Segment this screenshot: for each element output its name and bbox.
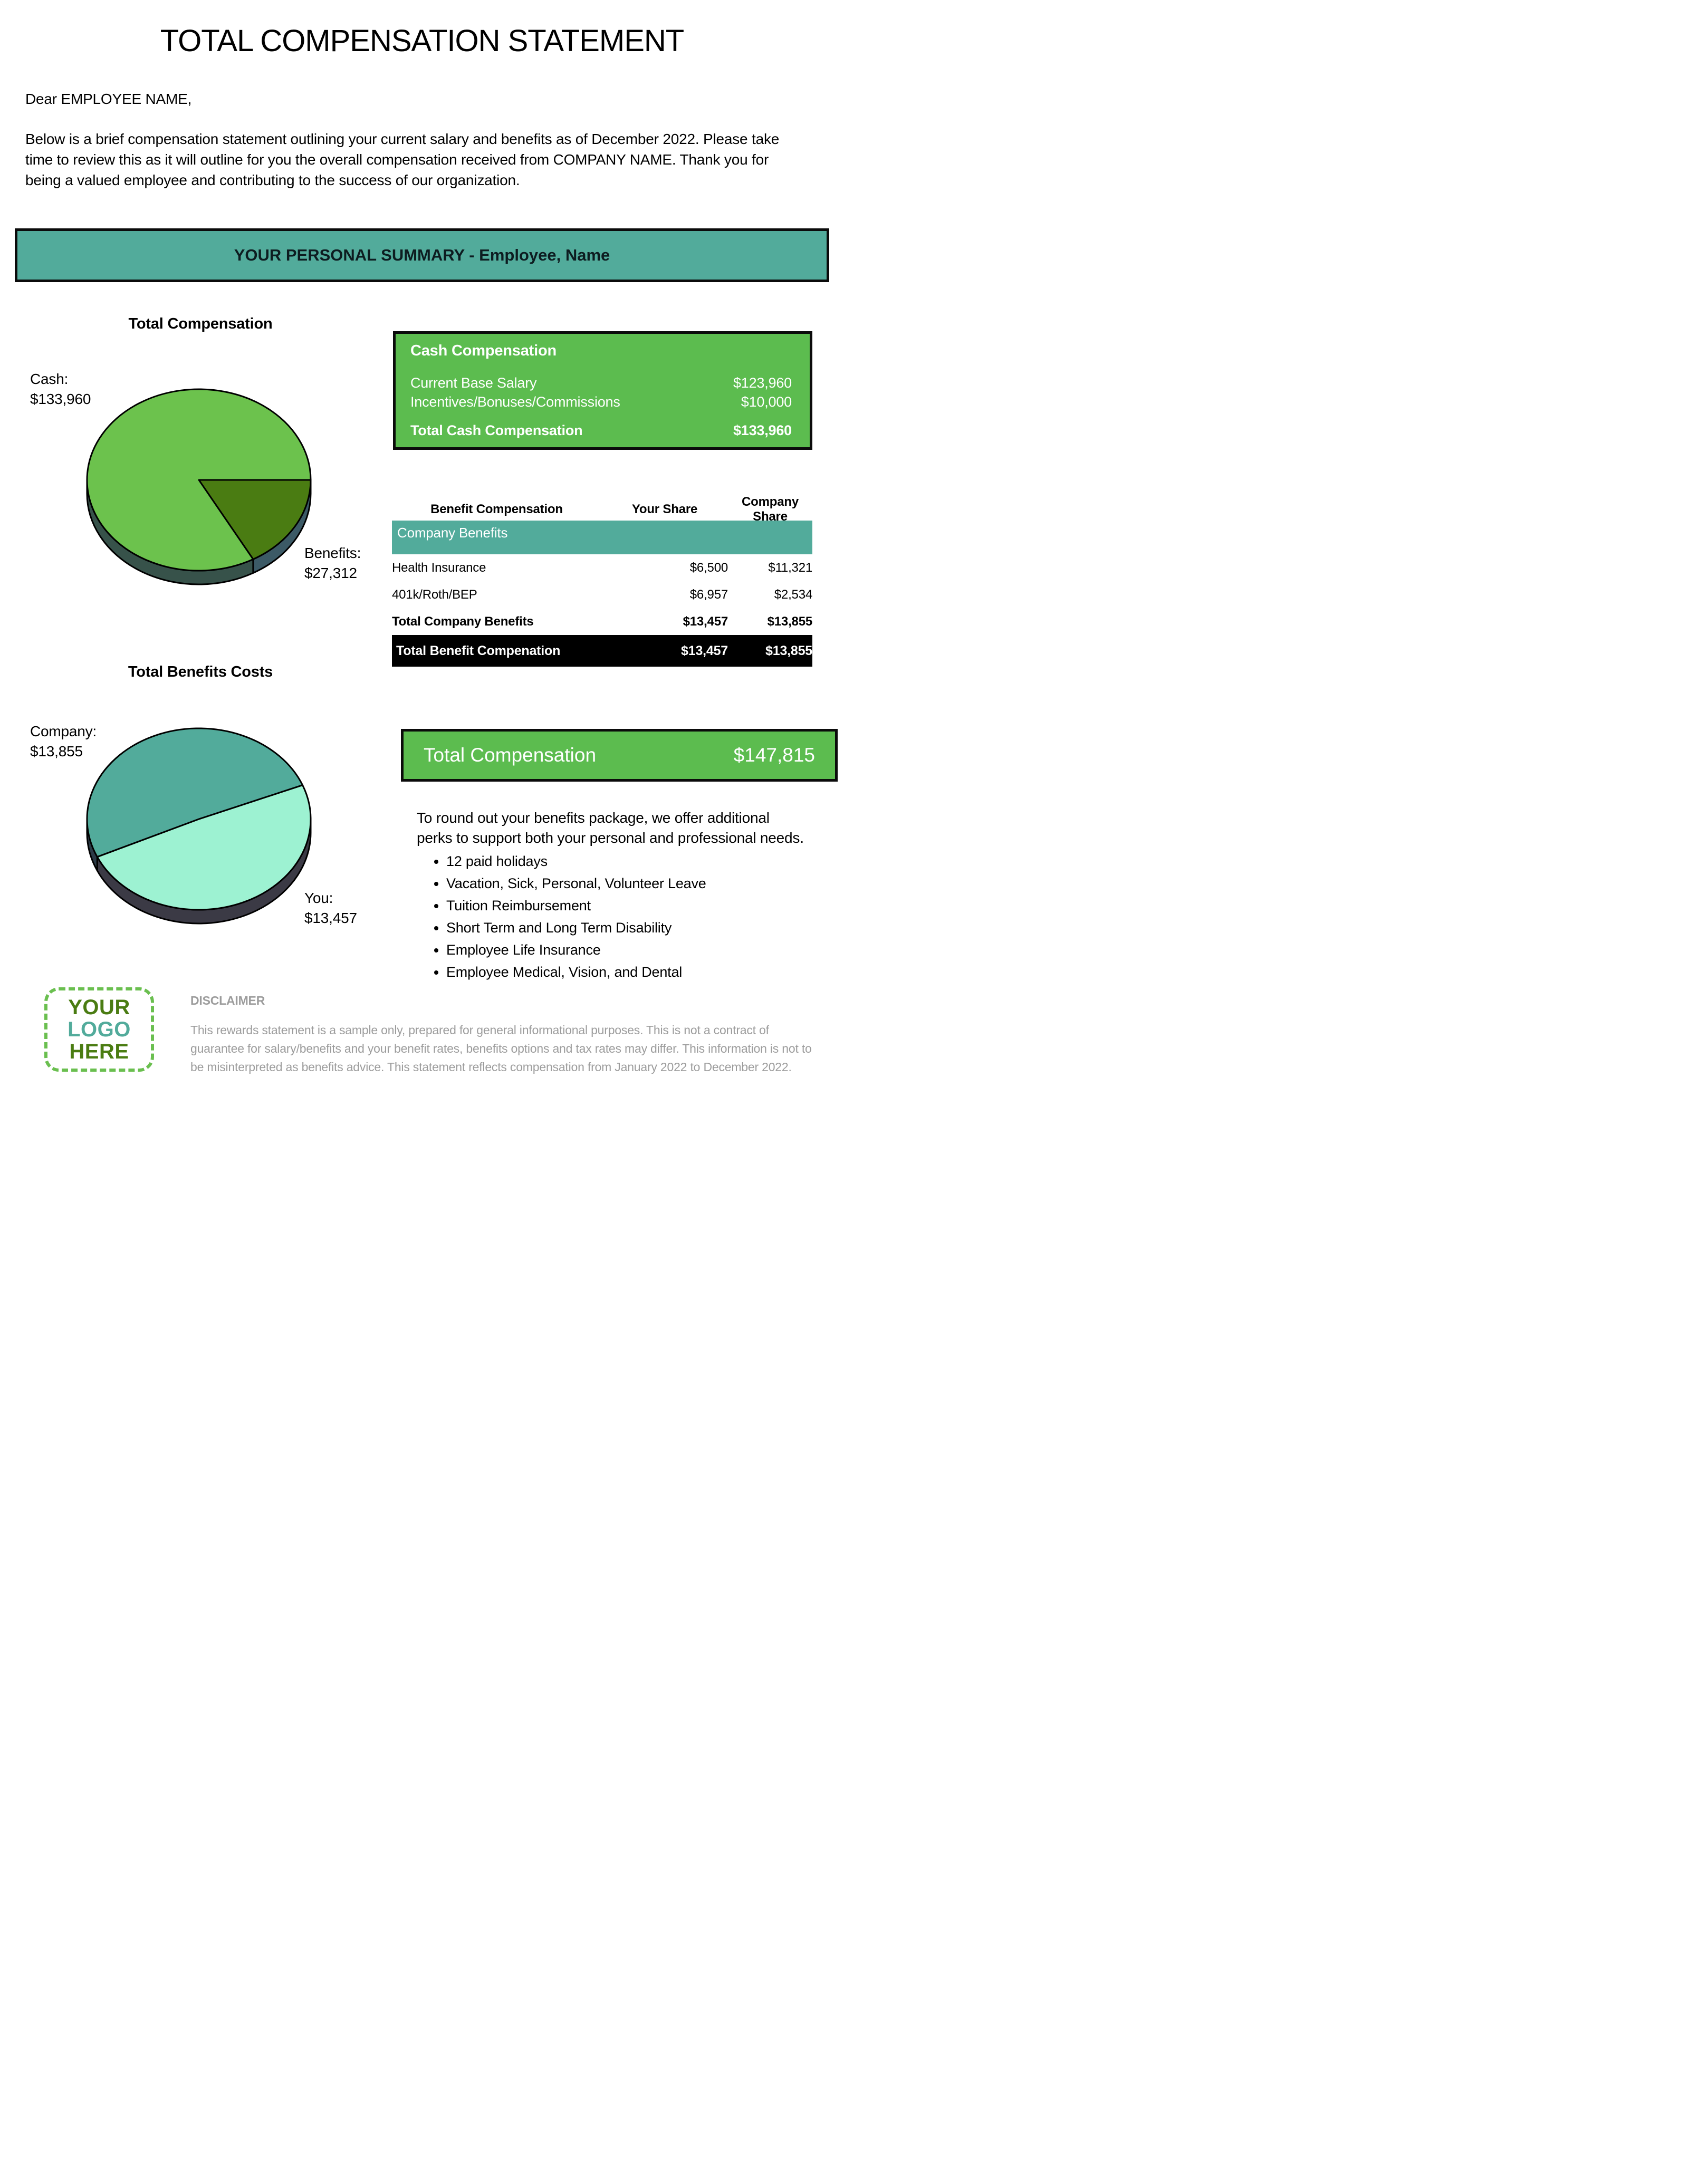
logo-line: LOGO — [68, 1018, 131, 1041]
logo-line: YOUR — [68, 996, 130, 1019]
greeting-text: Dear EMPLOYEE NAME, — [25, 91, 192, 107]
perk-item: • Employee Medical, Vision, and Dental — [446, 964, 706, 980]
cash-row-value: $10,000 — [741, 394, 792, 410]
perks-list — [428, 853, 706, 986]
table-header-your-share: Your Share — [631, 502, 698, 516]
table-section-company-benefits: Company Benefits — [392, 521, 812, 554]
cash-row-value: $123,960 — [733, 375, 792, 391]
page-title: TOTAL COMPENSATION STATEMENT — [160, 24, 684, 58]
total-row-your-share: $13,457 — [683, 614, 728, 629]
total-compensation-pie-chart — [72, 364, 325, 607]
perks-intro: To round out your benefits package, we offer additional perks to support both your personal and professional needs. — [417, 810, 804, 846]
cash-box-total-row — [410, 422, 792, 439]
disclaimer-body: This rewards statement is a sample only, prepared for general informational purposes. This is not a contract of guarantee for salary/benefits and your benefit rates, benefits options and tax rates may differ. This information is not to be misinterpreted as benefits advice. This statement reflects compensation from January 2022 to December 2022. — [190, 1023, 812, 1074]
table-header-benefit: Benefit Compensation — [430, 502, 563, 516]
you-slice-label-amount: $13,457 — [304, 910, 357, 926]
cash-box-row — [410, 375, 792, 391]
compensation-statement-page — [0, 0, 844, 1092]
row-label: 401k/Roth/BEP — [392, 587, 477, 602]
table-header-row — [392, 495, 812, 524]
personal-summary-banner-text: YOUR PERSONAL SUMMARY - Employee, Name — [234, 246, 610, 264]
perk-item: • Employee Life Insurance — [446, 942, 706, 958]
you-slice-label — [304, 888, 357, 928]
table-grand-total-row — [392, 635, 812, 667]
total-compensation-value: $147,815 — [733, 744, 815, 766]
cash-row-label: Current Base Salary — [410, 375, 537, 391]
cash-box-title: Cash Compensation — [410, 342, 557, 359]
total-benefits-costs-chart-title: Total Benefits Costs — [128, 663, 273, 680]
total-benefits-costs-pie-chart — [72, 703, 325, 946]
total-compensation-label: Total Compensation — [424, 744, 597, 766]
perk-item: • Short Term and Long Term Disability — [446, 920, 706, 936]
row-your-share: $6,500 — [689, 560, 728, 575]
logo-line: HERE — [69, 1040, 129, 1063]
cash-slice-label-text: Cash: — [30, 371, 69, 387]
total-compensation-bar — [401, 729, 838, 782]
table-row — [392, 581, 812, 608]
intro-paragraph: Below is a brief compensation statement outlining your current salary and benefits as of December 2022. Please take time to review this as it will outline for you the overall compensation received from COMPANY NAME. Thank you for being a valued employee and contributing to the success of our organization. — [25, 131, 780, 188]
table-total-row — [392, 608, 812, 635]
total-row-company-share: $13,855 — [767, 614, 812, 629]
table-row — [392, 554, 812, 581]
cash-box-row — [410, 394, 792, 410]
company-slice-label-text: Company: — [30, 723, 97, 739]
company-slice-label — [30, 721, 97, 762]
disclaimer-title: DISCLAIMER — [190, 994, 265, 1007]
benefit-compensation-table — [392, 495, 812, 667]
benefits-slice-label-amount: $27,312 — [304, 565, 357, 581]
cash-slice-label-amount: $133,960 — [30, 391, 91, 407]
benefits-slice-label-text: Benefits: — [304, 545, 361, 561]
cash-row-label: Incentives/Bonuses/Commissions — [410, 394, 620, 410]
row-label: Health Insurance — [392, 560, 486, 575]
grand-total-label: Total Benefit Compenation — [396, 643, 561, 658]
grand-total-your-share: $13,457 — [681, 643, 728, 658]
cash-slice-label — [30, 369, 91, 409]
grand-total-company-share: $13,855 — [765, 643, 812, 658]
perk-item: • Tuition Reimbursement — [446, 898, 706, 914]
personal-summary-banner — [15, 228, 829, 282]
row-your-share: $6,957 — [689, 587, 728, 602]
perk-item: • Vacation, Sick, Personal, Volunteer Leave — [446, 875, 706, 892]
row-company-share: $11,321 — [768, 560, 812, 575]
perk-item: • 12 paid holidays — [446, 853, 706, 870]
total-compensation-chart-title: Total Compensation — [128, 315, 273, 332]
cash-total-value: $133,960 — [733, 422, 792, 438]
table-header-company-share: Company Share — [742, 495, 799, 524]
cash-total-label: Total Cash Compensation — [410, 422, 583, 438]
you-slice-label-text: You: — [304, 890, 333, 906]
total-row-label: Total Company Benefits — [392, 614, 534, 629]
benefits-slice-label — [304, 543, 361, 583]
row-company-share: $2,534 — [774, 587, 812, 602]
company-logo-placeholder — [44, 987, 154, 1072]
cash-compensation-box — [393, 331, 812, 450]
company-slice-label-amount: $13,855 — [30, 743, 83, 759]
